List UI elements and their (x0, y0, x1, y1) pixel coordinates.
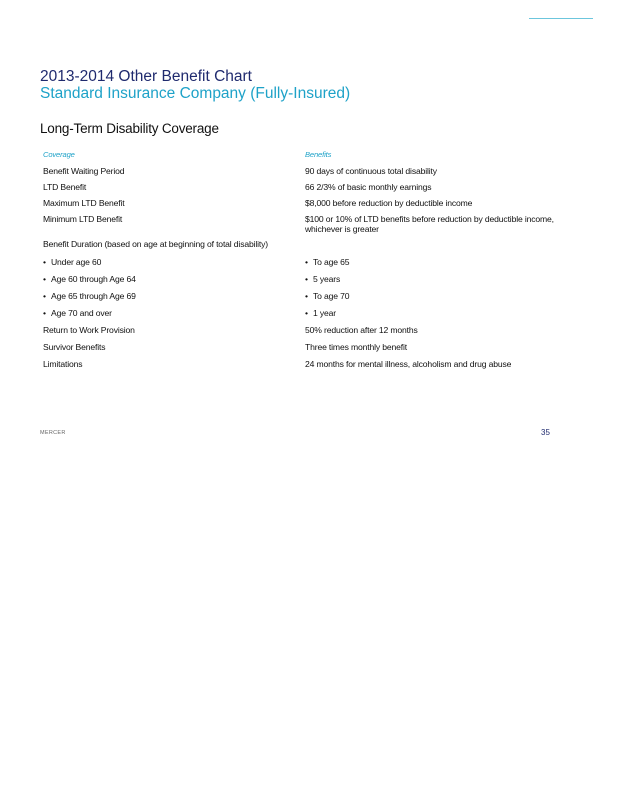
table-row (43, 342, 563, 359)
page-subtitle: Standard Insurance Company (Fully-Insured) (40, 85, 351, 102)
coverage-cell: Minimum LTD Benefit (43, 214, 123, 224)
benefits-cell: 90 days of continuous total disability (305, 166, 437, 176)
coverage-cell: Benefit Waiting Period (43, 166, 125, 176)
table-row (43, 291, 563, 308)
table-row (43, 359, 563, 376)
coverage-column-header: Coverage (43, 150, 75, 159)
benefits-cell: 24 months for mental illness, alcoholism and drug abuse (305, 359, 512, 369)
coverage-cell: Survivor Benefits (43, 342, 106, 352)
coverage-cell: • Age 60 through Age 64 (43, 274, 298, 284)
benefits-cell: $8,000 before reduction by deductible income (305, 198, 473, 208)
benefits-cell: • 1 year (305, 308, 563, 318)
coverage-cell: • Under age 60 (43, 257, 298, 267)
table-row (43, 166, 563, 182)
coverage-cell: Return to Work Provision (43, 325, 135, 335)
table-row (43, 182, 563, 198)
coverage-cell: • Age 65 through Age 69 (43, 291, 298, 301)
benefits-cell: 66 2/3% of basic monthly earnings (305, 182, 432, 192)
table-row (43, 308, 563, 325)
page-title: 2013-2014 Other Benefit Chart (40, 68, 252, 85)
table-row (43, 198, 563, 214)
table-row (43, 239, 563, 257)
table-row (43, 325, 563, 342)
coverage-table (43, 150, 563, 376)
benefits-cell: 50% reduction after 12 months (305, 325, 418, 335)
coverage-cell: Limitations (43, 359, 83, 369)
mercer-logo-text: MERCER (40, 430, 66, 436)
coverage-cell: LTD Benefit (43, 182, 87, 192)
benefits-cell: Three times monthly benefit (305, 342, 407, 352)
table-row (43, 274, 563, 291)
table-row (43, 257, 563, 274)
benefits-column-header: Benefits (305, 150, 332, 159)
section-title: Long-Term Disability Coverage (40, 121, 219, 136)
table-row (43, 214, 563, 239)
benefits-cell: • 5 years (305, 274, 563, 284)
coverage-cell: Benefit Duration (based on age at beginning of total disability) (43, 239, 268, 249)
coverage-cell: • Age 70 and over (43, 308, 298, 318)
top-rule (529, 18, 593, 19)
benefits-cell: • To age 70 (305, 291, 563, 301)
benefits-cell: • To age 65 (305, 257, 563, 267)
benefits-cell: $100 or 10% of LTD benefits before reduction by deductible income, whichever is greater (305, 214, 554, 234)
coverage-cell: Maximum LTD Benefit (43, 198, 125, 208)
page-number: 35 (541, 428, 550, 437)
table-header-row (43, 150, 563, 166)
